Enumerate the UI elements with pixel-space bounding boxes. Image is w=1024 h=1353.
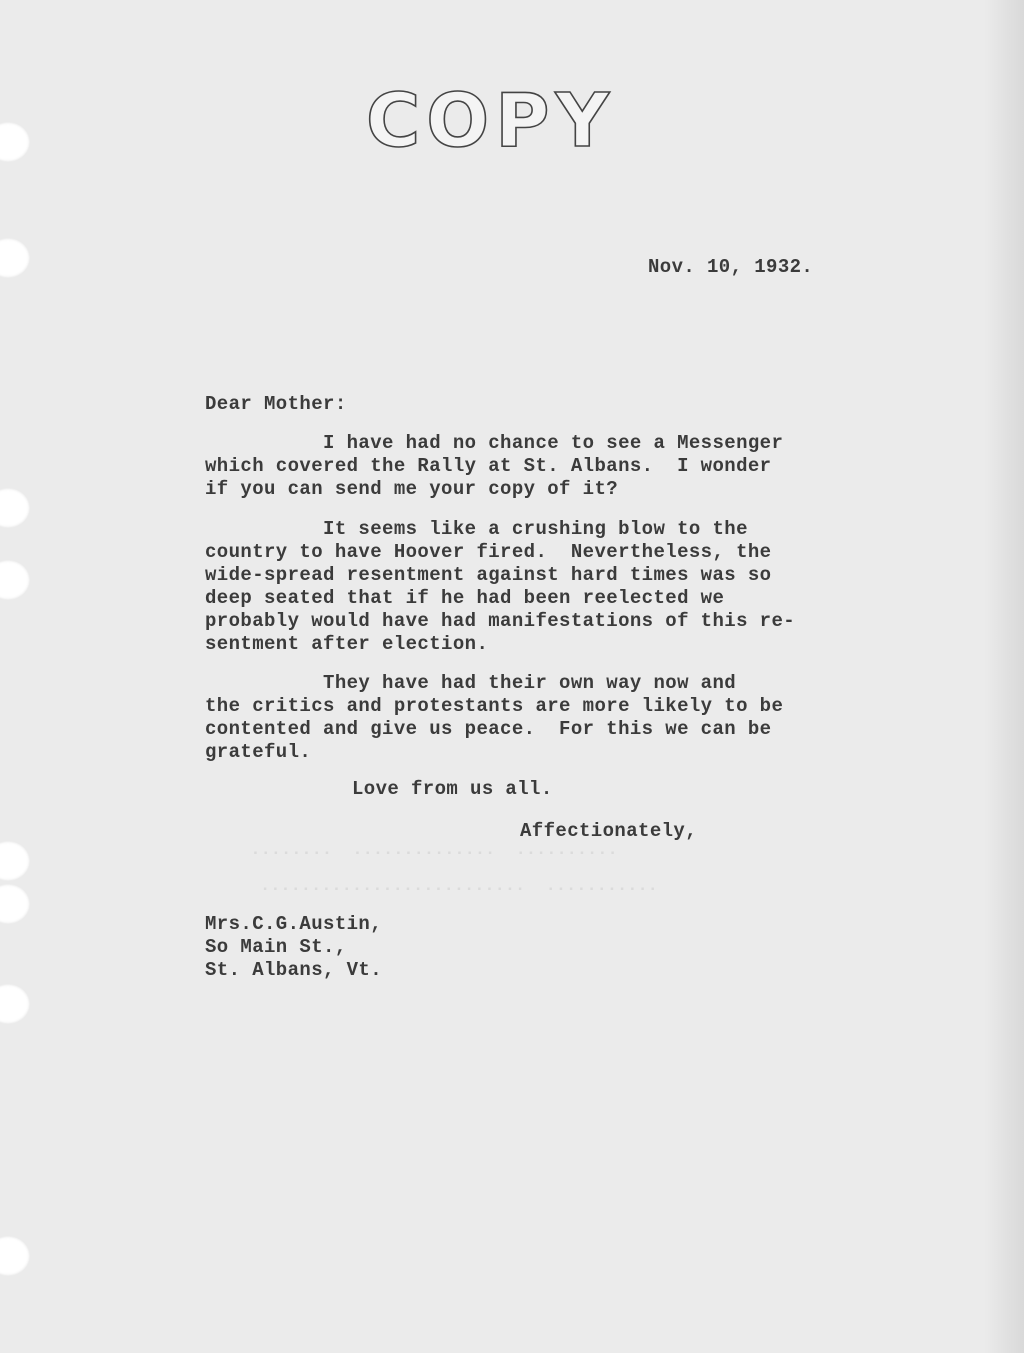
copy-stamp — [362, 78, 667, 152]
punch-hole — [0, 841, 30, 881]
page-edge-shadow — [984, 0, 1024, 1353]
signoff: Affectionately, — [520, 820, 698, 842]
punch-hole — [0, 122, 30, 162]
punch-hole — [0, 984, 30, 1024]
copy-stamp-text: COPY — [366, 78, 616, 152]
bleed-through-text: ........ .............. .......... — [230, 841, 618, 860]
salutation: Dear Mother: — [205, 393, 347, 415]
paragraph-2: It seems like a crushing blow to the country to have Hoover fired. Nevertheless, the wide-spread resentment against hard times was so deep seated that if he had been reelected we probably would have had manifestations of this re- sentment after election. — [205, 518, 796, 655]
punch-hole — [0, 884, 30, 924]
letter-date: Nov. 10, 1932. — [648, 256, 814, 278]
punch-hole — [0, 238, 30, 278]
punch-hole — [0, 560, 30, 600]
bleed-through-text: .......................... ........... — [260, 877, 658, 896]
closing-line: Love from us all. — [352, 778, 553, 800]
punch-hole — [0, 488, 30, 528]
punch-hole — [0, 1236, 30, 1276]
paragraph-3: They have had their own way now and the critics and protestants are more likely to be contented and give us peace. For this we can be grateful. — [205, 672, 784, 763]
paragraph-1: I have had no chance to see a Messenger which covered the Rally at St. Albans. I wonder if you can send me your copy of it? — [205, 432, 784, 500]
recipient-address: Mrs.C.G.Austin, So Main St., St. Albans, Vt. — [205, 913, 383, 981]
